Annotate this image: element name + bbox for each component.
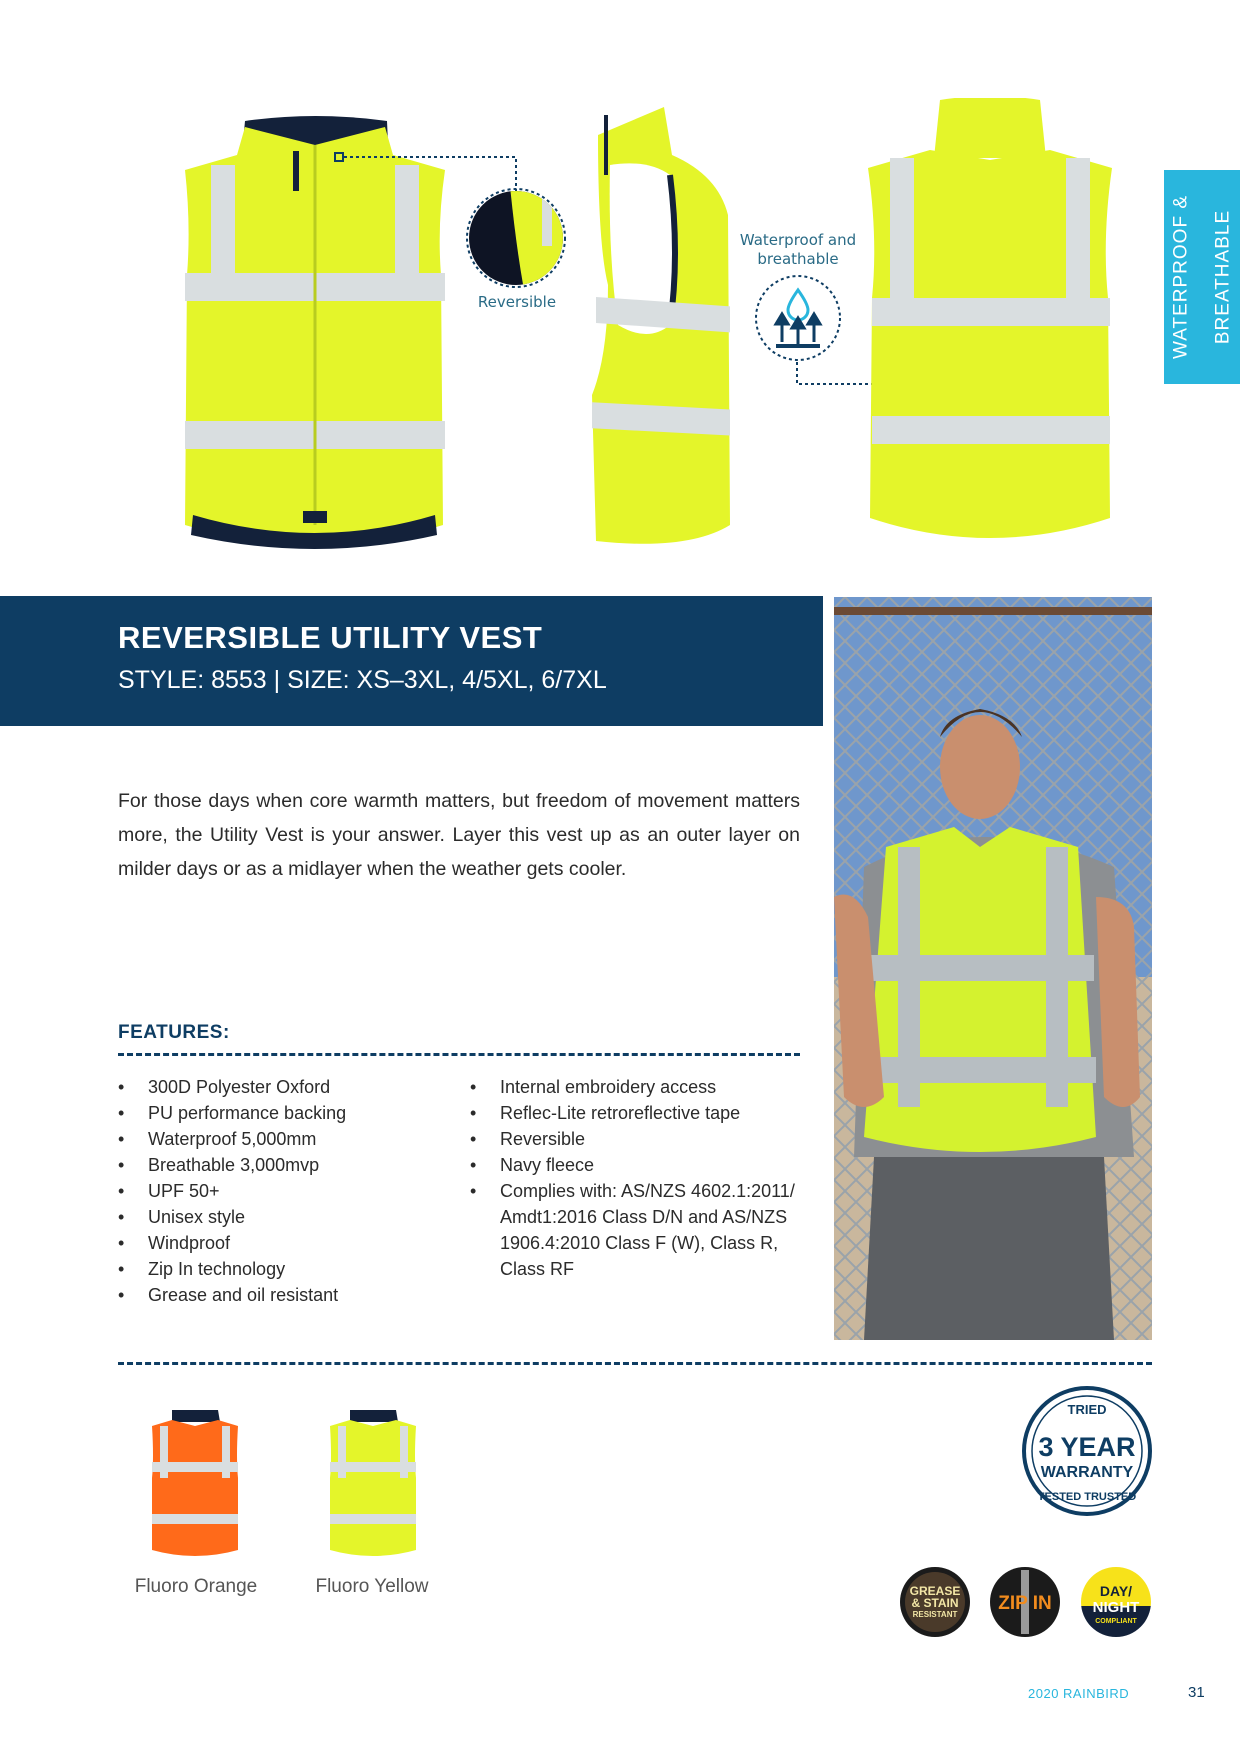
waterproof-breathable-tab (1164, 170, 1240, 384)
side-tab-line2: BREATHABLE (1212, 209, 1234, 345)
feature-item: • Internal embroidery access (470, 1074, 810, 1100)
model-photo (834, 597, 1152, 1340)
features-divider (118, 1053, 800, 1056)
section-divider (118, 1362, 1152, 1365)
waterproof-label (730, 231, 866, 269)
daynight-badge-line2: NIGHT (1092, 1599, 1140, 1616)
daynight-badge-line1: DAY/ (1099, 1583, 1133, 1599)
product-title-band (0, 596, 823, 726)
features-heading: FEATURES: (118, 1022, 230, 1043)
page-number: 31 (1188, 1684, 1205, 1701)
fluoro-orange-label: Fluoro Orange (134, 1576, 258, 1597)
grease-stain-resistant-badge (899, 1566, 971, 1638)
feature-item: • Breathable 3,000mvp (118, 1152, 448, 1178)
product-title: REVERSIBLE UTILITY VEST (118, 620, 543, 655)
waterproof-breathable-icon (752, 272, 844, 364)
feature-item: • Reflec-Lite retroreflective tape (470, 1100, 810, 1126)
fluoro-yellow-label: Fluoro Yellow (315, 1576, 429, 1597)
warranty-badge-top: TRIED (1067, 1402, 1107, 1417)
grease-badge-line3: RESISTANT (912, 1610, 958, 1619)
warranty-badge-warranty: WARRANTY (1040, 1464, 1134, 1481)
feature-item: • PU performance backing (118, 1100, 448, 1126)
warranty-badge-bottom: TESTED TRUSTED (1037, 1491, 1137, 1503)
zip-in-badge-text: ZIP IN (998, 1593, 1052, 1614)
feature-item: • Reversible (470, 1126, 810, 1152)
side-vest-image (568, 105, 736, 550)
grease-badge-line1: GREASE (909, 1584, 961, 1598)
feature-item: • Windproof (118, 1230, 448, 1256)
feature-item: • UPF 50+ (118, 1178, 448, 1204)
feature-item: • Unisex style (118, 1204, 448, 1230)
warranty-badge-years: 3 YEAR (1038, 1432, 1136, 1462)
feature-item: • 300D Polyester Oxford (118, 1074, 448, 1100)
features-list-right (470, 1074, 810, 1282)
product-description: For those days when core warmth matters, but freedom of movement matters more, the Utility Vest is your answer. Layer this vest up as an outer layer on milder days or as a midlayer when the weather gets cooler. (118, 790, 800, 880)
feature-item: • Zip In technology (118, 1256, 448, 1282)
feature-item: • Complies with: AS/NZS 4602.1:2011/ Amdt1:2016 Class D/N and AS/NZS 1906.4:2010 Class F (W), Class R, Class RF (470, 1178, 810, 1282)
feature-item: • Navy fleece (470, 1152, 810, 1178)
fluoro-orange-vest-swatch (148, 1408, 242, 1558)
feature-item: • Grease and oil resistant (118, 1282, 448, 1308)
fluoro-yellow-vest-swatch (326, 1408, 420, 1558)
reversible-label: Reversible (477, 293, 557, 311)
model-photo-illustration (834, 597, 1152, 1340)
features-list-left (118, 1074, 448, 1308)
day-night-compliant-badge (1080, 1566, 1152, 1638)
zip-in-badge (989, 1566, 1061, 1638)
back-vest-image (860, 98, 1120, 553)
waterproof-label-line2: breathable (757, 250, 839, 268)
daynight-badge-line3: COMPLIANT (1095, 1618, 1137, 1625)
grease-badge-line2: & STAIN (911, 1596, 959, 1610)
feature-item: • Waterproof 5,000mm (118, 1126, 448, 1152)
side-tab-line1: WATERPROOF & (1170, 195, 1192, 359)
product-style-size: STYLE: 8553 | SIZE: XS–3XL, 4/5XL, 6/7XL (118, 666, 607, 694)
waterproof-label-line1: Waterproof and (739, 231, 857, 249)
reversible-detail-icon (464, 186, 568, 290)
warranty-badge (1020, 1384, 1154, 1518)
footer-brand: 2020 RAINBIRD (1028, 1686, 1130, 1701)
